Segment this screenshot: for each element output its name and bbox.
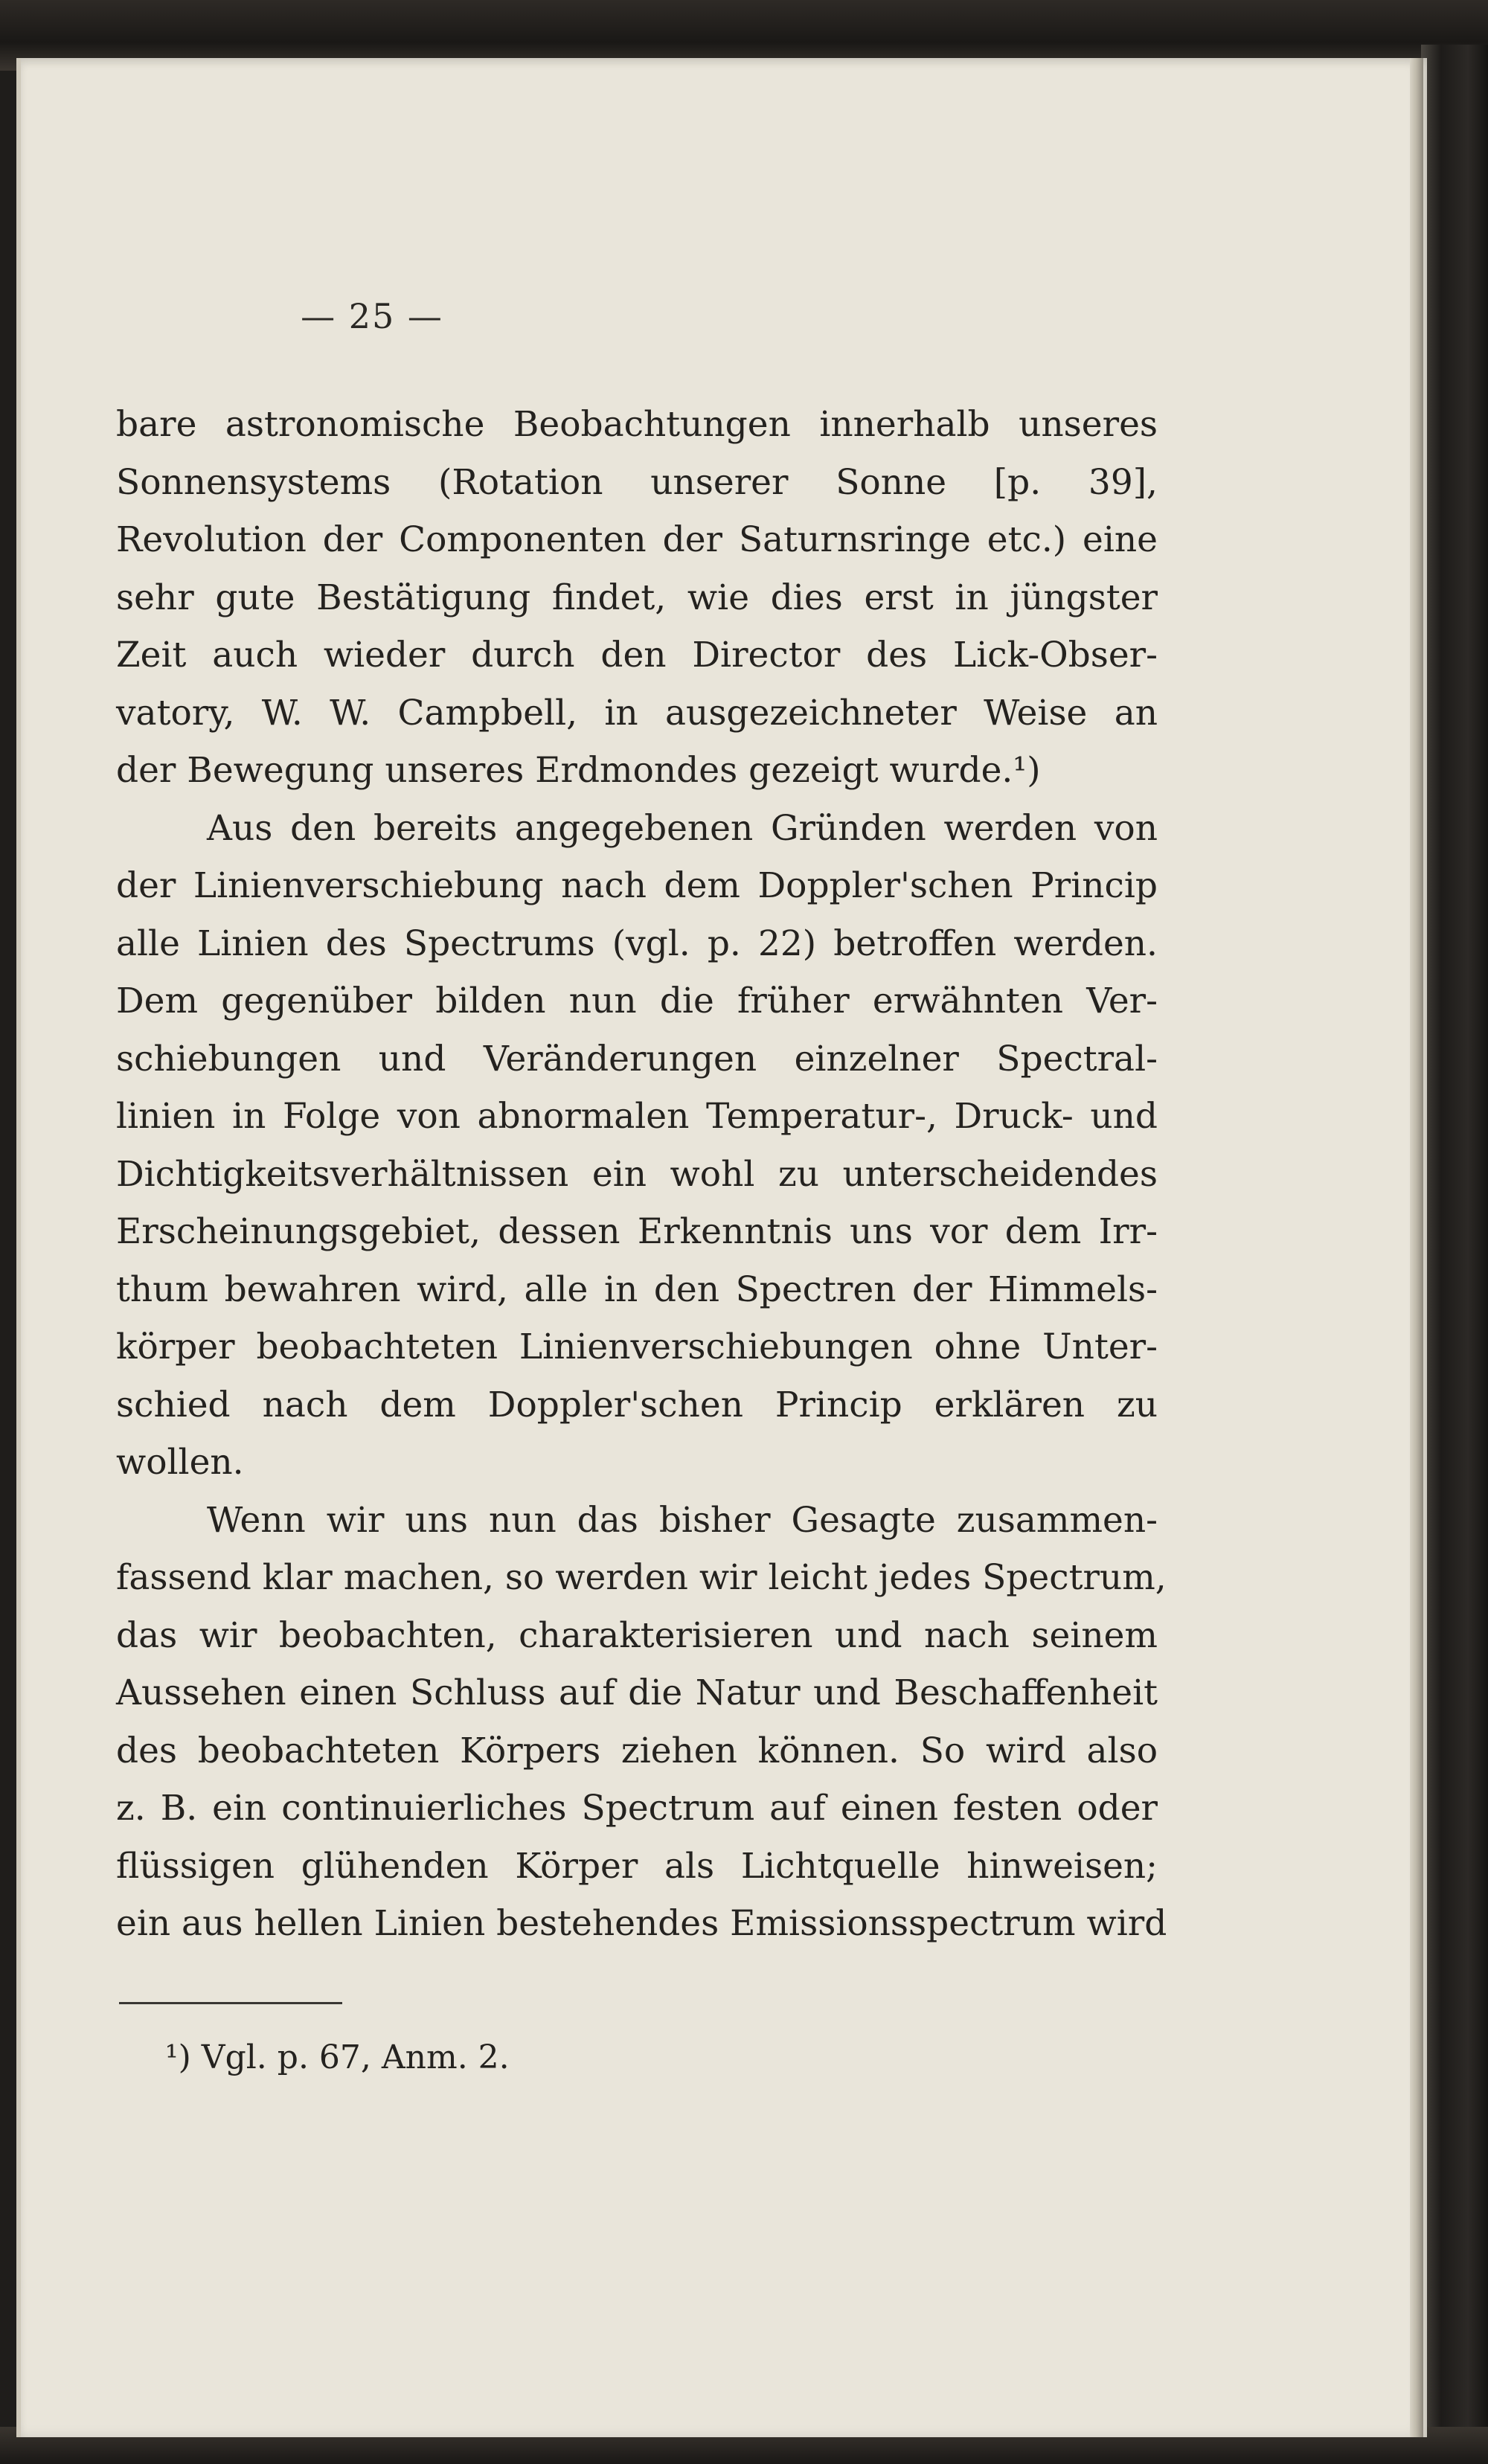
footnote-rule xyxy=(119,2002,342,2004)
text-line: linien in Folge von abnormalen Temperatur-, Druck- und xyxy=(116,1096,1158,1137)
text-line: des beobachteten Körpers ziehen können. So wird also xyxy=(116,1730,1158,1771)
paragraph-1 xyxy=(116,396,1158,800)
text-line: fassend klar machen, so werden wir leicht jedes Spectrum, xyxy=(116,1557,1167,1598)
paragraph-2 xyxy=(116,800,1158,1492)
paragraph-3 xyxy=(116,1492,1167,1953)
text-line: Aussehen einen Schluss auf die Natur und Beschaffenheit xyxy=(116,1672,1158,1713)
text-line: Dichtigkeitsverhältnissen ein wohl zu unterscheidendes xyxy=(116,1153,1158,1195)
text-line: Erscheinungsgebiet, dessen Erkenntnis uns vor dem Irr- xyxy=(116,1211,1158,1252)
text-line: körper beobachteten Linienverschiebungen ohne Unter- xyxy=(116,1326,1158,1367)
text-line: der Linienverschiebung nach dem Doppler'schen Princip xyxy=(116,865,1158,906)
text-line: das wir beobachten, charakterisieren und nach seinem xyxy=(116,1614,1158,1656)
text-line: Aus den bereits angegebenen Gründen werden von xyxy=(207,807,1158,849)
text-line: Dem gegenüber bilden nun die früher erwähnten Ver- xyxy=(116,981,1158,1021)
text-line: schiebungen und Veränderungen einzelner Spectral- xyxy=(116,1038,1158,1079)
text-line: schied nach dem Doppler'schen Princip erklären zu xyxy=(116,1384,1158,1425)
body-text xyxy=(116,396,1167,1953)
text-line: bare astronomische Beobachtungen innerhalb unseres xyxy=(116,404,1158,445)
text-line: der Bewegung unseres Erdmondes gezeigt wurde.¹) xyxy=(116,750,1041,791)
text-line: Revolution der Componenten der Saturnsringe etc.) eine xyxy=(116,519,1158,560)
page-edge xyxy=(1410,58,1423,2437)
text-line: vatory, W. W. Campbell, in ausgezeichneter Weise an xyxy=(116,692,1158,734)
book-cover-right xyxy=(1421,45,1488,2464)
text-line: alle Linien des Spectrums (vgl. p. 22) betroffen werden. xyxy=(116,923,1158,964)
text-line: Zeit auch wieder durch den Director des Lick-Obser- xyxy=(116,635,1158,676)
text-line: Wenn wir uns nun das bisher Gesagte zusammen- xyxy=(207,1499,1158,1541)
text-line: sehr gute Bestätigung findet, wie dies erst in jüngster xyxy=(116,577,1158,618)
text-line: thum bewahren wird, alle in den Spectren der Himmels- xyxy=(116,1268,1158,1310)
text-line: ein aus hellen Linien bestehendes Emissionsspectrum wird xyxy=(116,1903,1167,1944)
page-number: — 25 — xyxy=(301,296,443,336)
text-line: flüssigen glühenden Körper als Lichtquelle hinweisen; xyxy=(116,1845,1158,1887)
footnote: ¹) Vgl. p. 67, Anm. 2. xyxy=(165,2038,510,2076)
text-line: Sonnensystems (Rotation unserer Sonne [p. 39], xyxy=(116,461,1158,503)
text-line: wollen. xyxy=(116,1442,244,1483)
text-line: z. B. ein continuierliches Spectrum auf einen festen oder xyxy=(116,1788,1158,1829)
